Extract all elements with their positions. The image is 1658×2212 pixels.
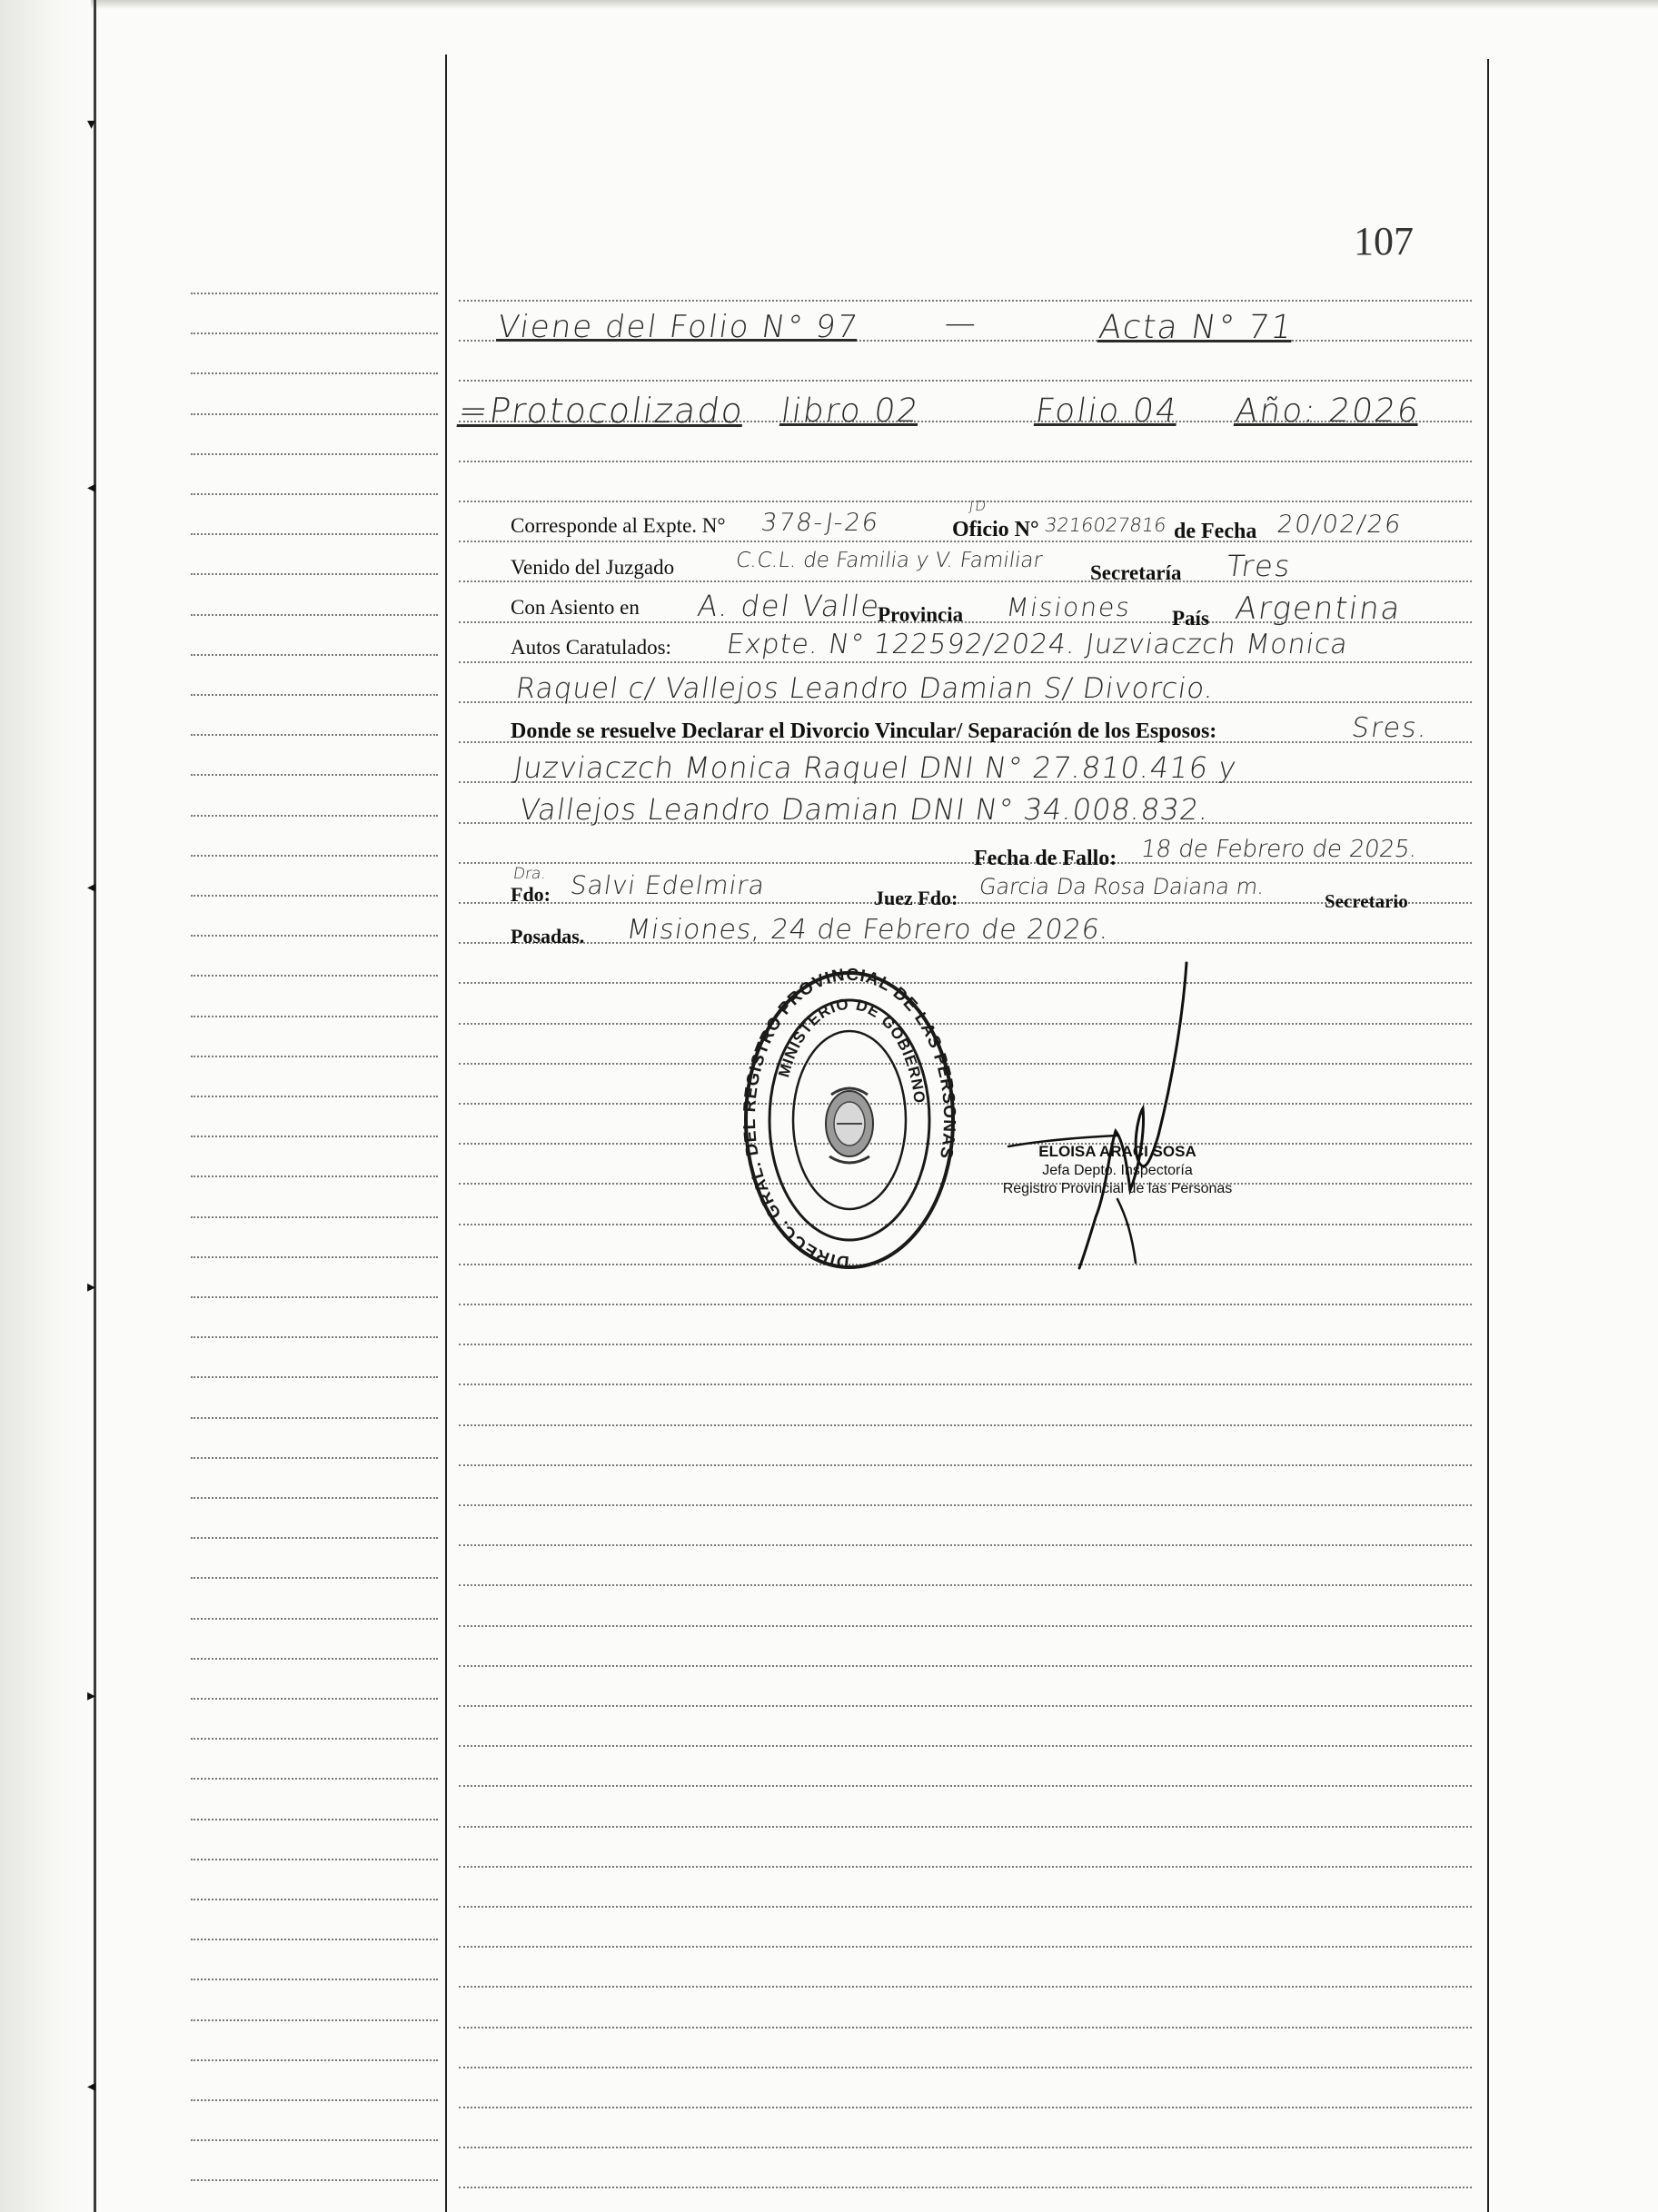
ruled-line [459,2187,1472,2188]
ruled-line [191,1618,438,1620]
ruled-line [191,1096,438,1097]
signatory-name: ELOISA ARACI SOSA [1038,1143,1196,1160]
ruled-line [191,2099,438,2101]
binding-mark: ▸ [87,1686,96,1704]
pais-label: País [1172,607,1209,630]
binding-shadow [0,0,91,2212]
secretaria-label: Secretaría [1090,561,1182,584]
ruled-line [191,734,438,736]
ruled-line [191,1497,438,1499]
ruled-line [191,895,438,897]
ruled-line [459,1063,1472,1065]
binding-mark: ▸ [87,1277,96,1295]
acta-number: Acta N° 71 [1097,309,1296,346]
ruled-line [191,935,438,937]
binding-mark: ◂ [87,878,96,896]
spouse-2: Vallejos Leandro Damian DNI N° 34.008.832. [517,792,1212,827]
binding-edge [94,0,96,2212]
resuelve-label: Donde se resuelve Declarar el Divorcio Vincular/ Separación de los Esposos: [511,719,1217,743]
ruled-line [459,1946,1472,1948]
ruled-line [459,2067,1472,2068]
ruled-line [459,1504,1472,1506]
ruled-line [459,1384,1472,1385]
ruled-line [191,1658,438,1660]
ruled-line [191,654,438,656]
provincia-value: Misiones [1004,592,1134,622]
folio-ref: Folio 04 [1033,392,1181,430]
ruled-line [191,1577,438,1579]
fallo-value: 18 de Febrero de 2025. [1138,836,1419,863]
expte-label: Corresponde al Expte. N° [511,514,726,537]
ruled-line [191,1457,438,1459]
signatory-title: Jefa Depto. Inspectoría [1042,1163,1193,1178]
secretario-label: Secretario [1325,890,1408,912]
ruled-line [459,1183,1472,1185]
header-dash: — [942,305,980,342]
ruled-line [191,372,438,374]
ano-value: Año: 2026 [1233,392,1423,430]
fdo-value: Salvi Edelmira [568,870,768,900]
ruled-line [191,573,438,575]
seal-inner-text: MINISTERIO DE GOBIERNO [775,995,928,1106]
ruled-line [459,1906,1472,1908]
protocolizado: =Protocolizado [455,391,748,431]
ruled-line [191,1417,438,1419]
ruled-line [191,2139,438,2141]
ruled-line [459,1143,1472,1145]
ruled-line [191,2019,438,2021]
ruled-line [459,982,1472,984]
ruled-line [191,1899,438,1900]
official-seal [740,967,958,1276]
ruled-line [459,661,1472,663]
ruled-line [459,1544,1472,1546]
binding-mark: ◂ [87,478,96,496]
oficio-value: 3216027816 [1043,514,1168,536]
ruled-line [459,1665,1472,1667]
ruled-line [191,2059,438,2061]
ruled-line [459,461,1472,462]
fecha-label: de Fecha [1174,520,1257,543]
ruled-line [459,380,1472,382]
ruled-line [191,1256,438,1258]
viene-del-folio: Viene del Folio N° 97 [495,309,861,345]
ruled-line [459,1023,1472,1025]
pasadas-label: Posadas. [511,925,585,947]
handwritten-signature [972,945,1208,1281]
margin-column-rule [445,55,447,2212]
autos-value-1: Expte. N° 122592/2024. Juzviaczch Monica [724,629,1351,660]
ruled-line [191,1698,438,1700]
right-column-rule [1487,59,1489,2212]
ruled-line [459,1705,1472,1707]
ruled-line [191,493,438,495]
ruled-line [191,1537,438,1539]
libro-number: libro 02 [779,392,923,430]
ruled-line [191,1819,438,1820]
secretaria-value: Tres [1224,549,1295,583]
autos-label: Autos Caratulados: [511,636,671,659]
ruled-line [459,1424,1472,1426]
ruled-line [459,1304,1472,1305]
spouse-1: Juzviaczch Monica Raquel DNI N° 27.810.416 y [511,750,1239,785]
ruled-line [459,2027,1472,2028]
asiento-value: A. del Valle [695,589,883,623]
signatory-org: Registro Provincial de las Personas [1002,1181,1233,1196]
ruled-line [459,1866,1472,1868]
ruled-line [459,1785,1472,1787]
ruled-line [191,975,438,977]
ruled-line [191,413,438,415]
resuelve-value: Sres. [1349,712,1431,744]
ruled-line [459,2107,1472,2108]
ruled-line [459,902,1472,904]
provincia-label: Provincia [878,603,964,626]
pasadas-value: Misiones, 24 de Febrero de 2026. [624,914,1112,946]
fallo-label: Fecha de Fallo: [974,847,1117,870]
ruled-line [191,855,438,857]
juez-value: Garcia Da Rosa Daiana m. [978,874,1266,899]
ruled-line [191,614,438,616]
ruled-line [191,1979,438,1980]
oficio-label: Oficio N° [952,518,1039,541]
asiento-label: Con Asiento en [511,596,640,619]
ruled-line [191,774,438,776]
ruled-line [459,1103,1472,1105]
juzgado-value: C.C.L. de Familia y V. Familiar [734,549,1044,572]
binding-mark: ▾ [87,114,96,133]
ruled-line [459,1264,1472,1265]
ruled-line [459,1826,1472,1828]
folio-number: 107 [1354,219,1414,263]
binding-mark: ◂ [87,2077,96,2095]
ruled-line [191,1738,438,1740]
ruled-line [191,1376,438,1378]
coat-of-arms-icon [826,1088,873,1163]
ruled-line [191,1859,438,1860]
juez-label: Juez Fdo: [874,887,958,909]
ruled-line [191,533,438,535]
ruled-line [459,1584,1472,1586]
ruled-line [459,2147,1472,2148]
ruled-line [191,1056,438,1057]
ruled-line [191,815,438,817]
ruled-line [191,1016,438,1017]
seal-outer-text: DIRECC. GRAL. DEL REGISTRO PROVINCIAL DE LAS PERSONAS [740,967,958,1272]
ruled-line [191,2179,438,2181]
ruled-line [191,1136,438,1137]
autos-value-2: Raquel c/ Vallejos Leandro Damian S/ Divorcio. [513,672,1217,705]
ruled-line [191,694,438,696]
oficio-superscript: JD [968,498,989,514]
ruled-line [191,1296,438,1298]
ruled-line [191,332,438,334]
ruled-line [459,1464,1472,1466]
ruled-line [459,1745,1472,1747]
ruled-line [459,1625,1472,1627]
expte-value: 378-J-26 [759,509,882,537]
ruled-line [459,501,1472,502]
ruled-line [191,453,438,455]
pais-value: Argentina [1233,590,1405,627]
ruled-line [191,1216,438,1218]
ruled-line [191,1336,438,1338]
ruled-line [459,1344,1472,1345]
fecha-value: 20/02/26 [1275,511,1405,539]
ruled-line [191,293,438,294]
ruled-line [459,1986,1472,1988]
fdo-label: Fdo: [511,883,551,906]
ruled-line [191,1175,438,1177]
juzgado-label: Venido del Juzgado [511,556,675,579]
ruled-line [459,580,1472,582]
fdo-prefix: Dra. [511,865,548,883]
ruled-line [191,1939,438,1940]
ruled-line [459,300,1472,302]
page-top-edge [0,0,1658,9]
ruled-line [191,1778,438,1780]
ruled-line [459,1224,1472,1225]
